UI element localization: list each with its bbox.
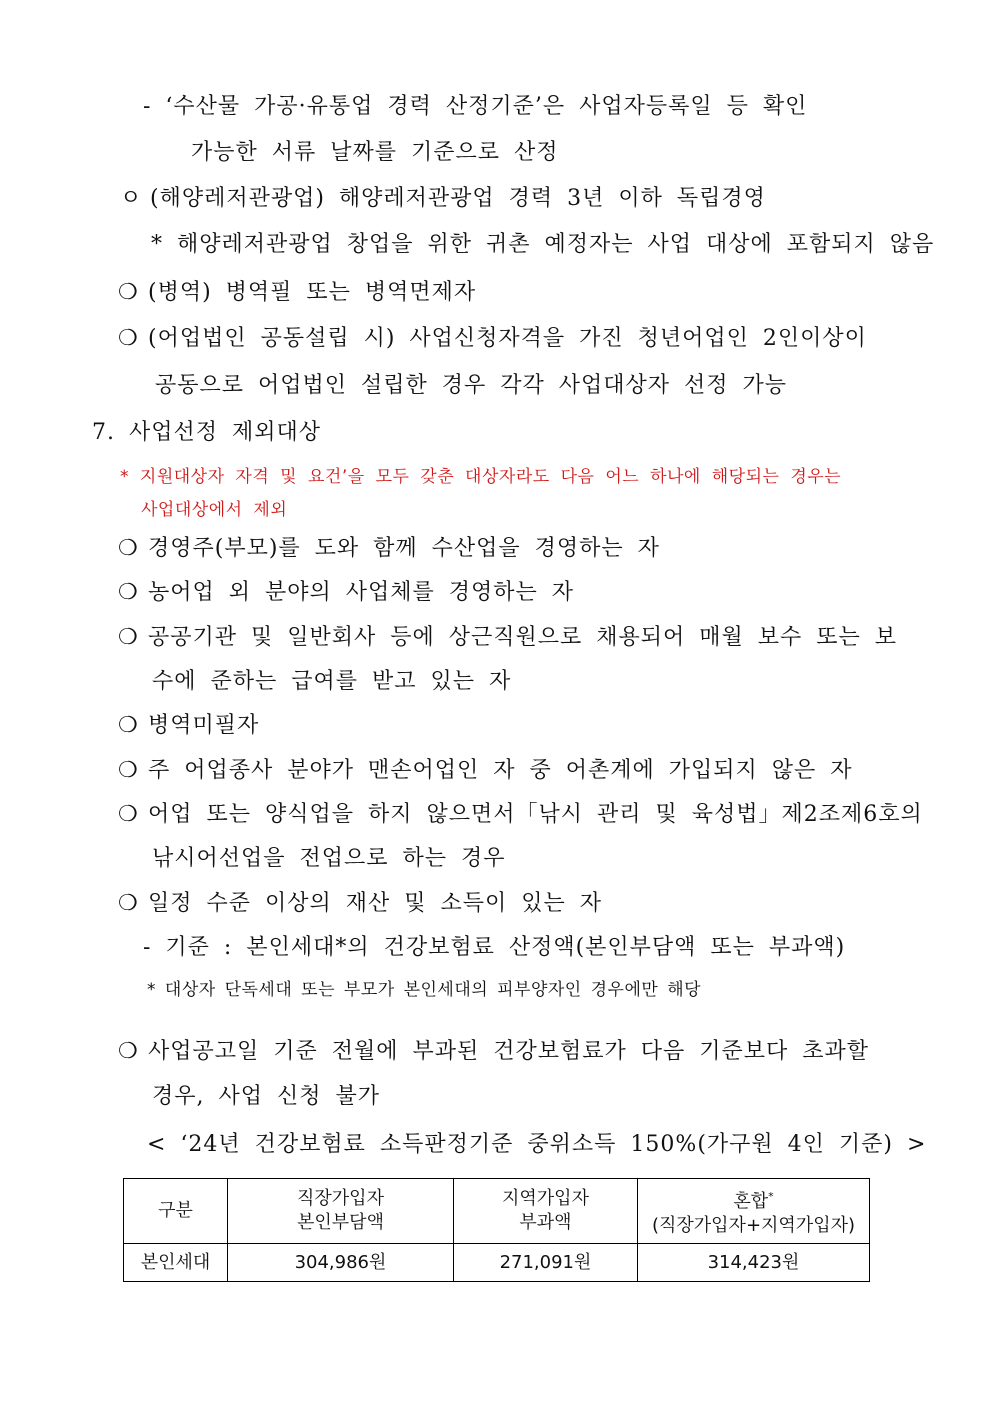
bullet-circle-icon: ❍ [118, 280, 139, 305]
marine-leisure-note: * 해양레저관광업 창업을 위한 귀촌 예정자는 사업 대상에 포함되지 않음 [151, 232, 935, 257]
header-mixed-label: 혼합 [733, 1190, 769, 1212]
exclusion-item-1 [118, 534, 660, 564]
criteria-note-line-1: - ‘수산물 가공·유통업 경력 산정기준’은 사업자등록일 등 확인 [143, 94, 808, 119]
exclusion-item-8-cont: 경우, 사업 신청 불가 [152, 1084, 380, 1109]
item-text: (병역) 병역필 또는 병역면제자 [148, 280, 477, 305]
header-cell-regional [454, 1179, 638, 1244]
bullet-circle-icon: ❍ [118, 891, 139, 916]
table-row [124, 1244, 870, 1282]
table-header-row [124, 1179, 870, 1244]
health-insurance-table [123, 1178, 870, 1282]
section-heading-7: 7. 사업선정 제외대상 [92, 420, 321, 445]
exclusion-red-note-2: 사업대상에서 제외 [141, 500, 288, 520]
cell-regional-amount: 271,091원 [454, 1244, 638, 1282]
list-item-corporation-cont: 공동으로 어업법인 설립한 경우 각각 사업대상자 선정 가능 [155, 373, 788, 398]
cell-mixed-amount: 314,423원 [638, 1244, 870, 1282]
list-item-corporation [118, 324, 867, 354]
exclusion-item-6-cont: 낚시어선업을 전업으로 하는 경우 [152, 846, 506, 871]
cell-employee-amount: 304,986원 [228, 1244, 454, 1282]
list-item-marine-leisure [120, 184, 766, 214]
exclusion-item-8 [118, 1037, 869, 1067]
list-item-military [118, 278, 476, 308]
bullet-circle-icon: ❍ [118, 1039, 139, 1064]
item-text: (어업법인 공동설립 시) 사업신청자격을 가진 청년어업인 2인이상이 [148, 326, 867, 351]
item-text: 병역미필자 [148, 713, 260, 738]
header-line: 직장가입자 [297, 1188, 384, 1209]
exclusion-item-4 [118, 711, 259, 741]
exclusion-item-6 [118, 800, 923, 830]
header-line: 지역가입자 [502, 1188, 589, 1209]
header-cell-employee [228, 1179, 454, 1244]
exclusion-item-7-criteria: - 기준 : 본인세대*의 건강보험료 산정액(본인부담액 또는 부과액) [143, 935, 846, 960]
header-line: (직장가입자+지역가입자) [651, 1214, 855, 1236]
table-caption: < ‘24년 건강보험료 소득판정기준 중위소득 150%(가구원 4인 기준) > [147, 1132, 927, 1157]
header-line [638, 1185, 869, 1214]
row-label-household: 본인세대 [124, 1244, 228, 1282]
bullet-circle-icon: ❍ [118, 802, 139, 827]
exclusion-item-3 [118, 623, 897, 653]
header-cell-mixed [638, 1179, 870, 1244]
bullet-circle-icon: ❍ [118, 758, 139, 783]
header-line: 부과액 [519, 1212, 572, 1233]
footnote-mark: * [768, 1189, 774, 1203]
item-text: 어업 또는 양식업을 하지 않으면서「낚시 관리 및 육성법」제2조제6호의 [148, 802, 923, 827]
item-text: 일정 수준 이상의 재산 및 소득이 있는 자 [148, 891, 602, 916]
item-text: 공공기관 및 일반회사 등에 상근직원으로 채용되어 매월 보수 또는 보 [148, 625, 897, 650]
header-line: 본인부담액 [297, 1212, 384, 1233]
bullet-circle-icon: ❍ [118, 625, 139, 650]
bullet-small-circle: ㅇ [120, 186, 143, 211]
exclusion-item-5 [118, 756, 853, 786]
exclusion-item-7-note: * 대상자 단독세대 또는 부모가 본인세대의 피부양자인 경우에만 해당 [147, 980, 702, 1000]
item-text: (해양레저관광업) 해양레저관광업 경력 3년 이하 독립경영 [150, 186, 766, 211]
exclusion-item-7 [118, 889, 602, 919]
exclusion-item-2 [118, 578, 574, 608]
exclusion-item-3-cont: 수에 준하는 급여를 받고 있는 자 [152, 669, 512, 694]
bullet-circle-icon: ❍ [118, 536, 139, 561]
exclusion-red-note-1: * 지원대상자 자격 및 요건’을 모두 갖춘 대상자라도 다음 어느 하나에 해당되는 경우는 [120, 467, 842, 487]
bullet-circle-icon: ❍ [118, 580, 139, 605]
item-text: 주 어업종사 분야가 맨손어업인 자 중 어촌계에 가입되지 않은 자 [148, 758, 853, 783]
bullet-circle-icon: ❍ [118, 326, 139, 351]
header-cell-category: 구분 [124, 1179, 228, 1244]
bullet-circle-icon: ❍ [118, 713, 139, 738]
item-text: 사업공고일 기준 전월에 부과된 건강보험료가 다음 기준보다 초과할 [148, 1039, 870, 1064]
criteria-note-line-2: 가능한 서류 날짜를 기준으로 산정 [191, 140, 559, 165]
item-text: 농어업 외 분야의 사업체를 경영하는 자 [148, 580, 574, 605]
item-text: 경영주(부모)를 도와 함께 수산업을 경영하는 자 [148, 536, 660, 561]
